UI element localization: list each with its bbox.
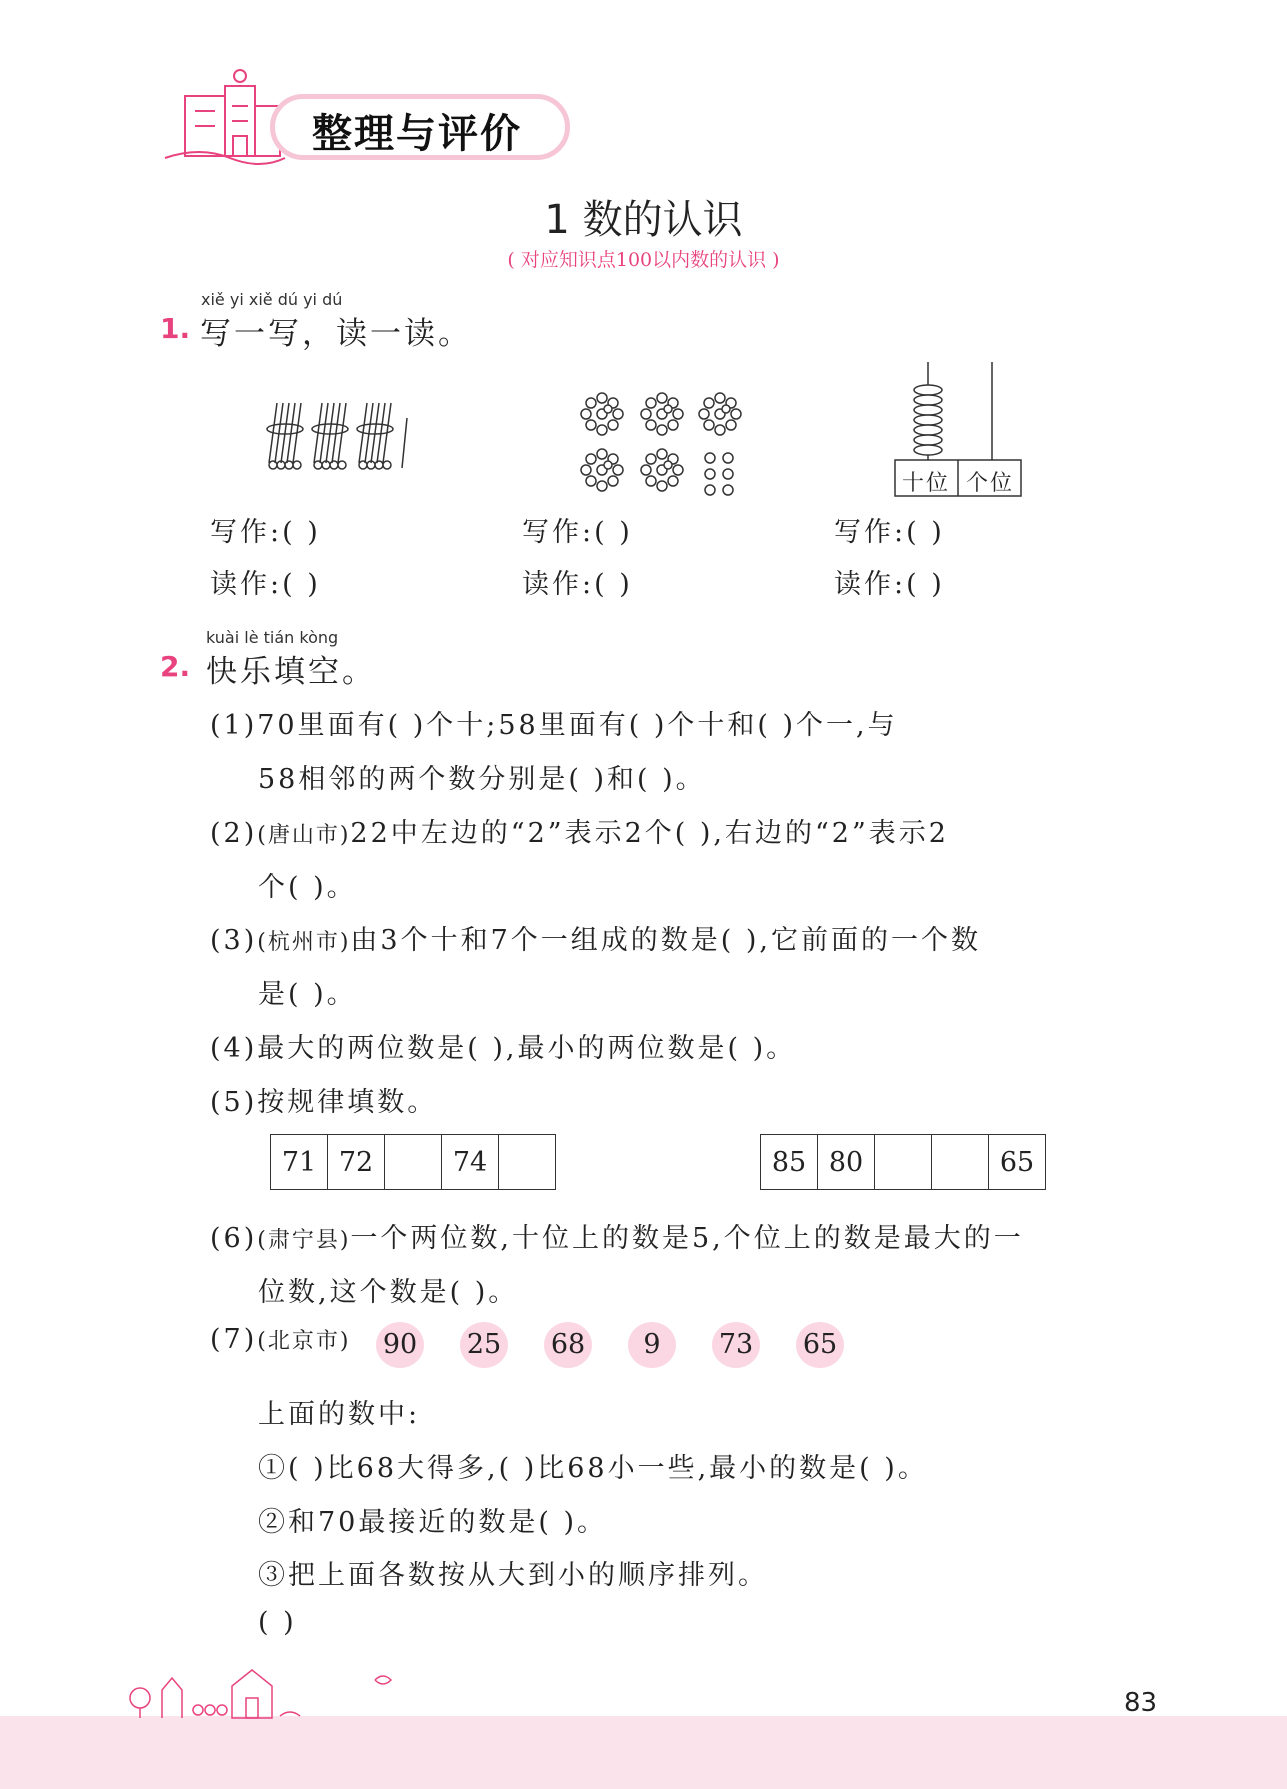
q2-p7-item2: ②和70最接近的数是( )。 [258,1507,608,1538]
q1-read-3[interactable]: 读作:( ) [834,569,945,600]
page-number: 83 [1124,1688,1158,1718]
chapter-title: 1 数的认识 [544,197,743,243]
q2-p3-tag: (3) [210,925,258,956]
circle-groups-figure [578,392,746,498]
sequence-table-2 [760,1134,1046,1190]
circled-number: 90 [376,1322,424,1368]
abacus-tens-label: 十位 [902,471,951,496]
q2-p6-tag: (6) [210,1223,258,1254]
q2-p3-text: 由3个十和7个一组成的数是( ),它前面的一个数 [350,925,982,956]
stick-bundles-figure [262,398,432,478]
circled-numbers-row [376,1322,880,1368]
q2-p7-item3: ③把上面各数按从大到小的顺序排列。 [258,1560,768,1591]
chapter-subtitle: ( 对应知识点100以内数的认识 ) [507,249,780,271]
sequence-table-1 [270,1134,556,1190]
q2-p7-line [210,1324,350,1355]
circled-number: 9 [628,1322,676,1368]
q2-p1-line2: 58相邻的两个数分别是( )和( )。 [258,764,706,795]
school-building-icon [160,66,290,166]
q2-p6-text: 一个两位数,十位上的数是5,个位上的数是最大的一 [350,1223,1024,1254]
seq2-cell: 80 [818,1135,875,1190]
q2-p1-line1: (1)70里面有( )个十;58里面有( )个十和( )个一,与 [210,710,898,741]
q2-p5: (5)按规律填数。 [210,1087,438,1118]
q2-p4: (4)最大的两位数是( ),最小的两位数是( )。 [210,1033,797,1064]
section-banner [160,88,580,164]
q1-pinyin: xiě yi xiě dú yi dú [201,290,343,309]
q2-p2-text: 22中左边的“2”表示2个( ),右边的“2”表示2 [350,818,949,849]
q2-p6-city: (肃宁县) [257,1228,351,1253]
q2-title: 快乐填空。 [206,654,376,690]
q2-p2-line2: 个( )。 [258,872,357,903]
footer-castle-icon [120,1650,420,1720]
seq1-cell: 74 [442,1135,499,1190]
q2-p6-line1 [210,1216,1024,1255]
q2-p2-line1 [210,811,949,850]
seq2-cell-blank[interactable] [932,1135,989,1190]
seq1-cell-blank[interactable] [499,1135,556,1190]
q1-read-1[interactable]: 读作:( ) [210,569,321,600]
q2-p7-intro: 上面的数中: [258,1399,421,1430]
q1-read-2[interactable]: 读作:( ) [522,569,633,600]
banner-title: 整理与评价 [312,111,522,157]
q1-write-3[interactable]: 写作:( ) [834,517,945,548]
circled-number: 25 [460,1322,508,1368]
q2-p7-city: (北京市) [257,1329,351,1354]
q2-number: 2. [160,650,191,683]
q2-p7-answer-blank[interactable]: ( ) [258,1607,297,1638]
q2-p2-tag: (2) [210,818,258,849]
circled-number: 68 [544,1322,592,1368]
q2-p2-city: (唐山市) [257,823,351,848]
q2-pinyin: kuài lè tián kòng [206,628,339,647]
q1-write-2[interactable]: 写作:( ) [522,517,633,548]
circled-number: 65 [796,1322,844,1368]
seq1-cell: 72 [328,1135,385,1190]
q2-p7-tag: (7) [210,1324,258,1355]
q1-write-1[interactable]: 写作:( ) [210,517,321,548]
q1-title: 写一写，读一读。 [200,316,472,352]
abacus-ones-label: 个位 [966,471,1015,496]
q2-p7-item1: ①( )比68大得多,( )比68小一些,最小的数是( )。 [258,1453,928,1484]
q2-p6-line2: 位数,这个数是( )。 [258,1277,519,1308]
circled-number: 73 [712,1322,760,1368]
seq2-cell: 85 [761,1135,818,1190]
seq1-cell-blank[interactable] [385,1135,442,1190]
q2-p3-line2: 是( )。 [258,979,357,1010]
q2-p3-city: (杭州市) [257,930,351,955]
q1-number: 1. [160,312,191,345]
footer-band [0,1716,1287,1789]
seq1-cell: 71 [271,1135,328,1190]
seq2-cell-blank[interactable] [875,1135,932,1190]
q2-p3-line1 [210,918,981,957]
seq2-cell: 65 [989,1135,1046,1190]
